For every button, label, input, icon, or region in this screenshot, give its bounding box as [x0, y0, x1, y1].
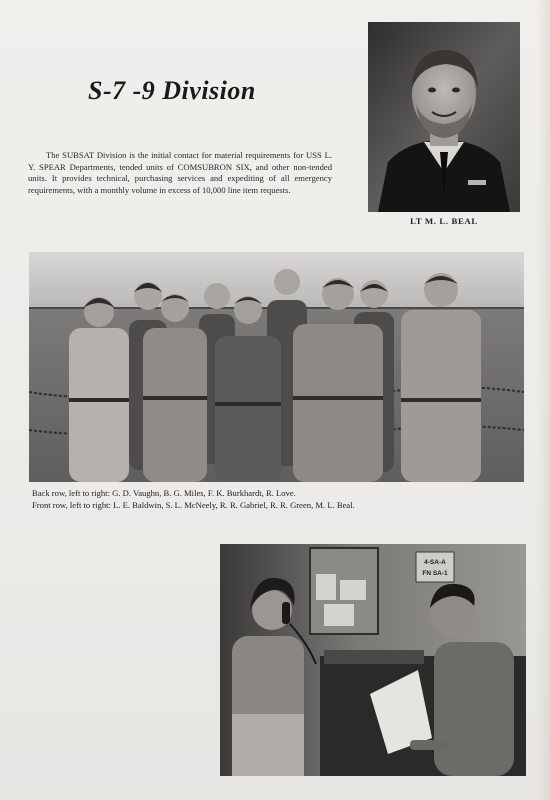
portrait-caption: LT M. L. BEAL — [410, 216, 478, 226]
group-illustration — [29, 252, 524, 482]
wall-sign-line2: FN SA-1 — [422, 570, 448, 577]
office-illustration — [220, 544, 526, 776]
portrait-photo — [368, 22, 520, 212]
division-description: The SUBSAT Division is the initial contact for material requirements for USS L. Y. SPEAR Departments, tended units of COMSUBRON SIX, and other non-tended units. It provides technical, purchasing services and expediting of all emergency requirements, with a monthly volume in excess of 10,000 line item requests. — [28, 150, 332, 195]
group-caption — [32, 488, 522, 511]
group-caption-back-row: Back row, left to right: G. D. Vaughn, B. G. Miles, F. K. Burkhardt, R. Love. — [32, 488, 296, 498]
group-caption-front-row: Front row, left to right: L. E. Baldwin, S. L. McNeely, R. R. Gabriel, R. R. Green, M. L. Beal. — [32, 499, 355, 510]
office-photo — [220, 544, 526, 776]
portrait-illustration — [368, 22, 520, 212]
wall-sign-line1: 4-SA-A — [424, 559, 446, 566]
page-title: S-7 -9 Division — [88, 76, 256, 105]
group-photo — [29, 252, 524, 482]
page-edge-shadow — [536, 0, 550, 800]
